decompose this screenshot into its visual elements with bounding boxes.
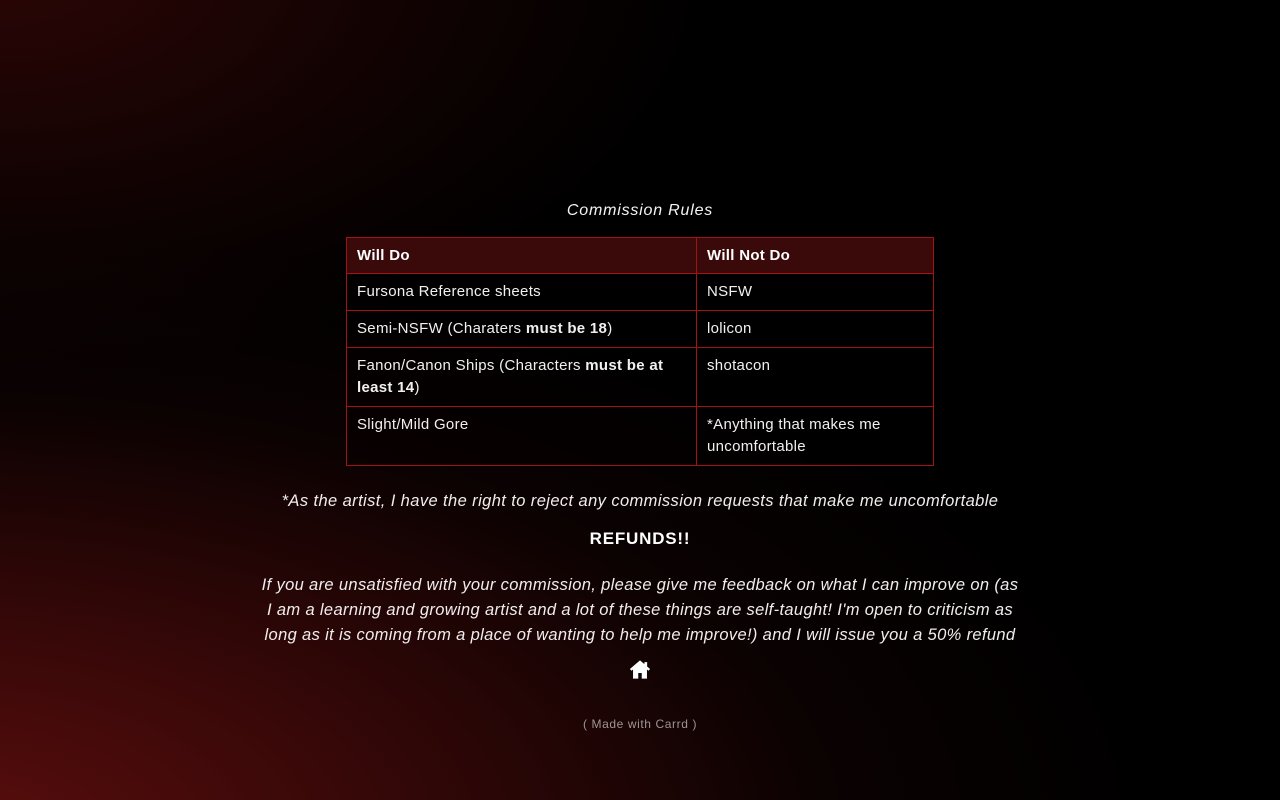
page-content [150,0,1130,731]
table-cell-will-not-do: lolicon [697,311,934,348]
column-header-will-do: Will Do [347,238,697,274]
table-cell-will-not-do: *Anything that makes me uncomfortable [697,407,934,466]
rules-table [346,237,934,466]
refunds-heading: REFUNDS!! [589,529,691,548]
table-cell-will-do: Semi-NSFW (Charaters must be 18) [347,311,697,348]
refund-policy-line: I am a learning and growing artist and a lot of these things are self-taught! I'm open to criticism as [267,601,1013,619]
rejection-note: *As the artist, I have the right to reject any commission requests that make me uncomfortable [281,492,999,510]
refund-policy-line: If you are unsatisfied with your commission, please give me feedback on what I can improve on (as [261,576,1019,594]
table-row [347,311,934,348]
page-title: Commission Rules [566,202,714,219]
table-cell-will-do: Slight/Mild Gore [347,407,697,466]
refund-policy-line: long as it is coming from a place of wanting to help me improve!) and I will issue you a 50% refund [264,626,1016,644]
table-cell-will-not-do: NSFW [697,274,934,311]
table-cell-will-not-do: shotacon [697,348,934,407]
column-header-will-not-do: Will Not Do [697,238,934,274]
table-row [347,274,934,311]
home-button[interactable] [629,659,651,680]
carrd-badge[interactable]: ( Made with Carrd ) [582,717,698,731]
table-header-row [347,238,934,274]
refund-policy [150,573,1130,648]
rules-table-head [347,238,934,274]
table-cell-will-do: Fanon/Canon Ships (Characters must be at least 14) [347,348,697,407]
table-cell-will-do: Fursona Reference sheets [347,274,697,311]
table-row [347,348,934,407]
rules-table-body [347,274,934,466]
home-icon [629,659,651,680]
table-row [347,407,934,466]
